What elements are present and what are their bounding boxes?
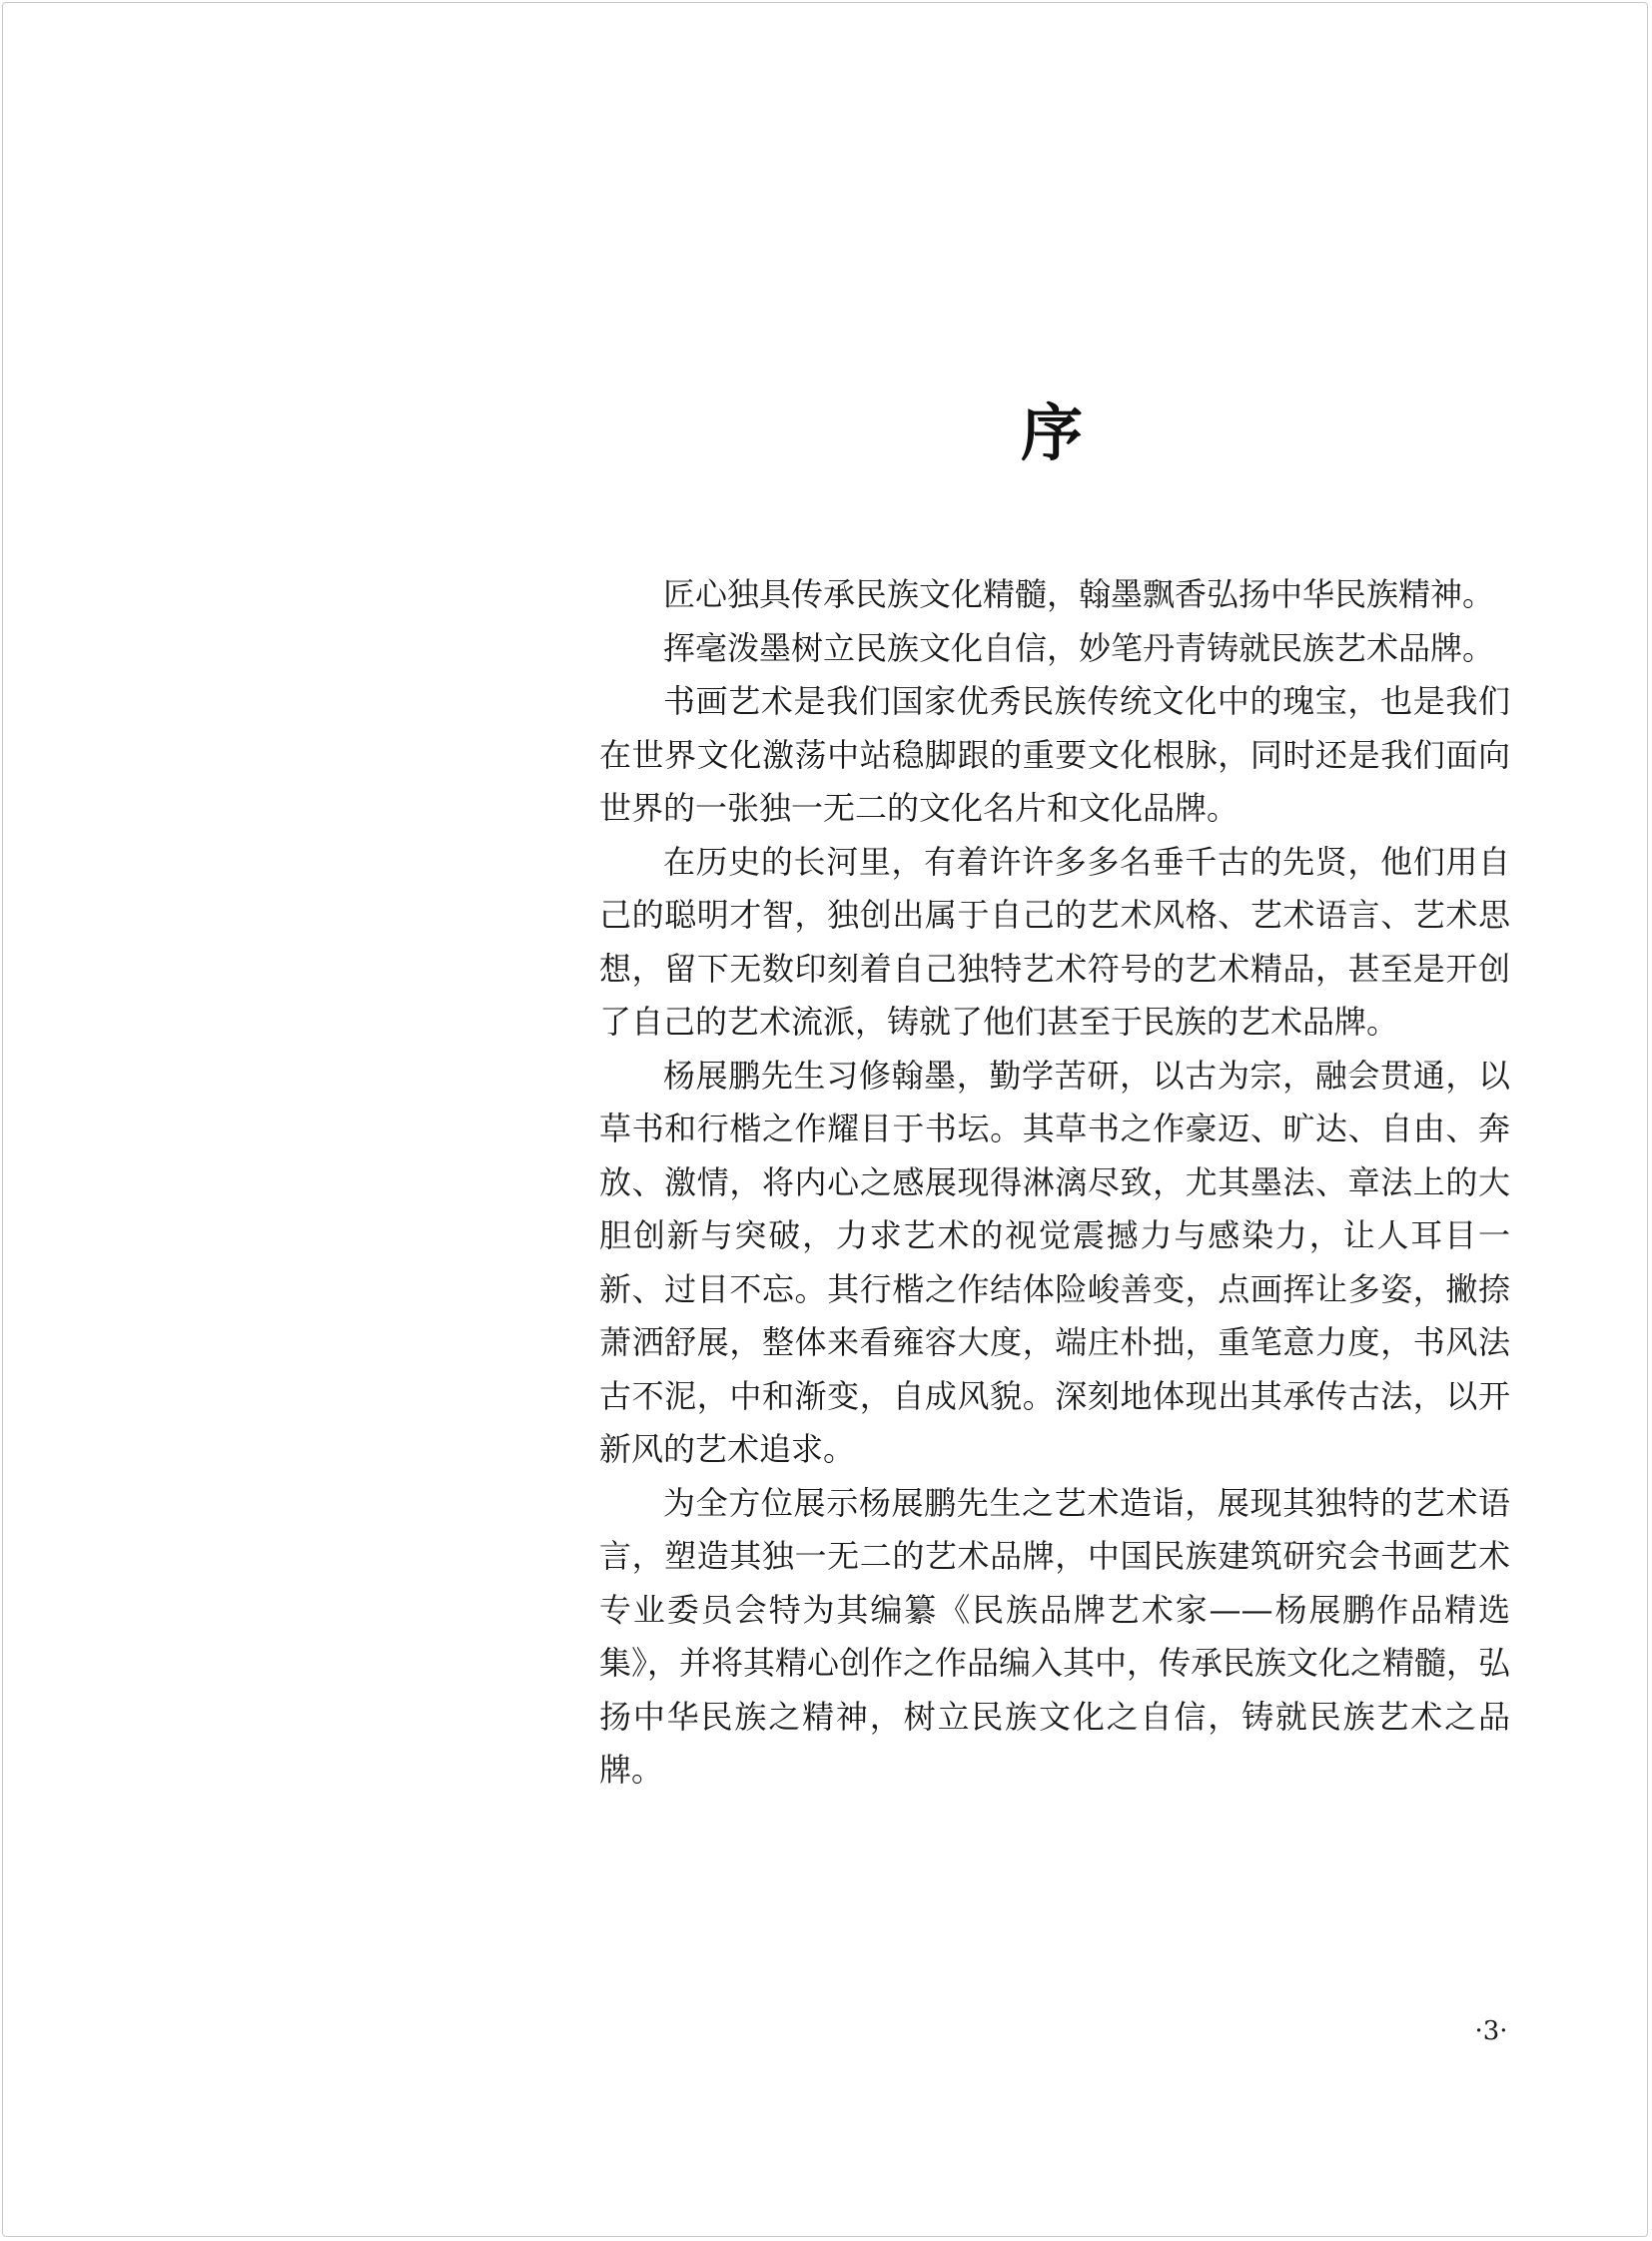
paragraph: 为全方位展示杨展鹏先生之艺术造诣，展现其独特的艺术语言，塑造其独一无二的艺术品牌，中国民族建筑研究会书画艺术专业委员会特为其编纂《民族品牌艺术家——杨展鹏作品精选集》，并将其精心创作之作品编入其中，传承民族文化之精髓，弘扬中华民族之精神，树立民族文化之自信，铸就民族艺术之品牌。	[599, 1483, 1511, 1789]
page-number: ·3·	[1474, 2016, 1508, 2046]
page-title: 序	[1020, 396, 1083, 469]
preface-body	[599, 568, 1510, 1798]
paragraph: 杨展鹏先生习修翰墨，勤学苦研，以古为宗，融会贯通，以草书和行楷之作耀目于书坛。其草书之作豪迈、旷达、自由、奔放、激情，将内心之感展现得淋漓尽致，尤其墨法、章法上的大胆创新与突破，力求艺术的视觉震撼力与感染力，让人耳目一新、过目不忘。其行楷之作结体险峻善变，点画挥让多姿，撇捺萧洒舒展，整体来看雍容大度，端庄朴拙，重笔意力度，书风法古不泥，中和渐变，自成风貌。深刻地体现出其承传古法，以开新风的艺术追求。	[599, 1056, 1510, 1468]
paragraph: 在历史的长河里，有着许许多多名垂千古的先贤，他们用自己的聪明才智，独创出属于自己的艺术风格、艺术语言、艺术思想，留下无数印刻着自己独特艺术符号的艺术精品，甚至是开创了自己的艺术流派，铸就了他们甚至于民族的艺术品牌。	[599, 842, 1510, 1041]
paragraph: 挥毫泼墨树立民族文化自信，妙笔丹青铸就民族艺术品牌。	[663, 628, 1495, 667]
document-page	[2, 2, 1648, 2237]
paragraph: 匠心独具传承民族文化精髓，翰墨飘香弘扬中华民族精神。	[663, 575, 1495, 613]
paragraph: 书画艺术是我们国家优秀民族传统文化中的瑰宝，也是我们在世界文化激荡中站稳脚跟的重要文化根脉，同时还是我们面向世界的一张独一无二的文化名片和文化品牌。	[599, 682, 1510, 827]
